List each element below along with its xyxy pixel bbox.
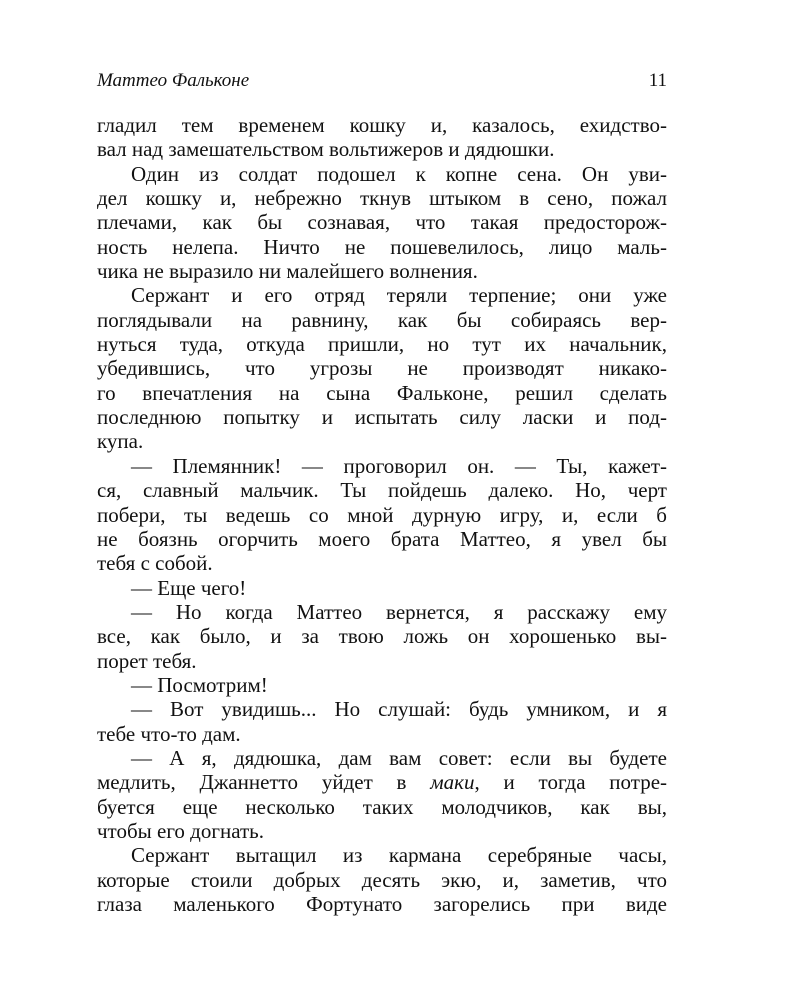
text-line: Один из солдат подошел к копне сена. Он уви- xyxy=(131,161,667,186)
text-line: Сержант и его отряд теряли терпение; они уже xyxy=(131,283,667,308)
text-line: чтобы его догнать. xyxy=(97,818,264,843)
italic-word: маки xyxy=(430,770,475,795)
text-line: ся, славный мальчик. Ты пойдешь далеко. Но, черт xyxy=(97,478,667,503)
text-line: вал над замешательством вольтижеров и дядюшки. xyxy=(97,137,555,162)
text-line: — Еще чего! xyxy=(131,575,247,600)
text-line: чика не выразило ни малейшего волнения. xyxy=(97,259,478,284)
text-line: ность нелепа. Ничто не пошевелилось, лицо маль- xyxy=(97,234,667,259)
text-line: глаза маленького Фортунато загорелись при виде xyxy=(97,892,667,916)
text-line: Сержант вытащил из кармана серебряные часы, xyxy=(131,843,667,868)
text-fragment: медлить, Джаннетто уйдет в xyxy=(97,770,431,795)
text-line: тебя с собой. xyxy=(97,551,213,576)
text-line: гладил тем временем кошку и, казалось, ехидство- xyxy=(97,113,667,137)
text-line: буется еще несколько таких молодчиков, как вы, xyxy=(97,794,667,819)
text-line: убедившись, что угрозы не производят никако- xyxy=(97,356,667,381)
text-line: последнюю попытку и испытать силу ласки и под- xyxy=(97,405,667,430)
text-line: не боязнь огорчить моего брата Маттео, я увел бы xyxy=(97,526,667,551)
text-fragment: , и тогда потре- xyxy=(474,770,668,795)
text-line: которые стоили добрых десять экю, и, заметив, что xyxy=(97,867,667,892)
text-line: — А я, дядюшка, дам вам совет: если вы будете xyxy=(131,745,667,770)
text-line xyxy=(97,770,667,794)
text-line: плечами, как бы сознавая, что такая предосторож- xyxy=(97,210,667,235)
text-line: дел кошку и, небрежно ткнув штыком в сено, пожал xyxy=(97,186,667,211)
text-line: побери, ты ведешь со мной дурную игру, и, если б xyxy=(97,502,667,527)
text-line: порет тебя. xyxy=(97,648,197,673)
text-line: все, как было, и за твою ложь он хорошенько вы- xyxy=(97,624,667,649)
text-line: — Посмотрим! xyxy=(131,672,268,697)
text-line: купа. xyxy=(97,429,144,454)
text-line: го впечатления на сына Фальконе, решил сделать xyxy=(97,380,667,405)
running-header xyxy=(97,70,667,100)
text-line: тебе что-то дам. xyxy=(97,721,241,746)
text-line: нуться туда, откуда пришли, но тут их начальник, xyxy=(97,332,667,357)
text-line: — Вот увидишь... Но слушай: будь умником, и я xyxy=(131,697,667,722)
text-line: — Но когда Маттео вернется, я расскажу ему xyxy=(131,599,667,624)
body-text xyxy=(97,113,667,916)
running-title: Маттео Фальконе xyxy=(97,70,250,91)
text-line: — Племянник! — проговорил он. — Ты, кажет- xyxy=(131,453,667,478)
text-line: поглядывали на равнину, как бы собираясь вер- xyxy=(97,307,667,332)
page-number: 11 xyxy=(648,70,667,91)
